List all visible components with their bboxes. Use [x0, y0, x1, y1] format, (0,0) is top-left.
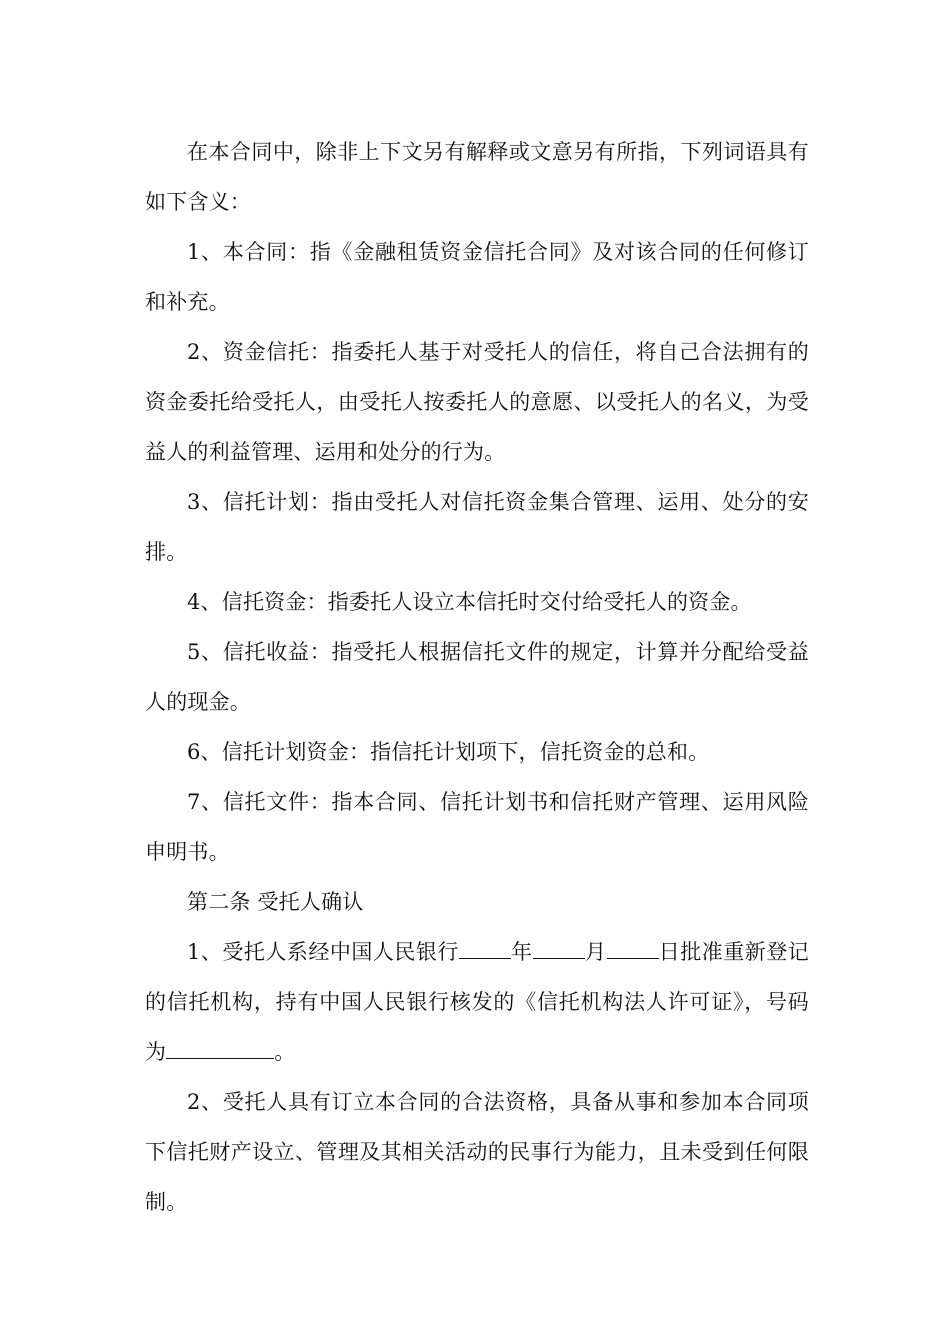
definition-trust-plan: 3、信托计划：指由受托人对信托资金集合管理、运用、处分的安排。: [145, 490, 809, 564]
definition-fund-trust: 2、资金信托：指委托人基于对受托人的信任，将自己合法拥有的资金委托给受托人，由受托人按委托人的意愿、以受托人的名义，为受益人的利益管理、运用和处分的行为。: [145, 340, 809, 464]
definitions-intro: 在本合同中，除非上下文另有解释或文意另有所指，下列词语具有如下含义：: [145, 140, 809, 214]
article-heading: 第二条 受托人确认: [187, 890, 364, 914]
definition-trust-documents: 7、信托文件：指本合同、信托计划书和信托财产管理、运用风险申明书。: [145, 790, 809, 864]
month-blank: [533, 936, 585, 959]
document-body: [145, 127, 809, 1227]
trustee-clause-1: [145, 927, 809, 1077]
day-blank: [607, 936, 659, 959]
clause1-end: 。: [274, 1040, 296, 1064]
definition-contract: 1、本合同：指《金融租赁资金信托合同》及对该合同的任何修订和补充。: [145, 240, 809, 314]
definition-trust-funds: 4、信托资金：指委托人设立本信托时交付给受托人的资金。: [187, 590, 752, 614]
definition-trust-plan-funds: 6、信托计划资金：指信托计划项下，信托资金的总和。: [187, 740, 710, 764]
clause1-suffix: 日批准重新登记的信托机构，持有中国人民银行核发的《信托机构法人许可证》，号码为: [145, 940, 810, 1064]
clause1-year-label: 年: [510, 940, 533, 964]
definition-trust-income: 5、信托收益：指受托人根据信托文件的规定，计算并分配给受益人的现金。: [145, 640, 809, 714]
trustee-clause-2: 2、受托人具有订立本合同的合法资格，具备从事和参加本合同项下信托财产设立、管理及其相关活动的民事行为能力，且未受到任何限制。: [145, 1090, 809, 1214]
clause1-month-label: 月: [584, 940, 607, 964]
year-blank: [459, 936, 511, 959]
clause1-prefix: 1、受托人系经中国人民银行: [187, 940, 459, 964]
license-number-blank: [166, 1036, 274, 1059]
